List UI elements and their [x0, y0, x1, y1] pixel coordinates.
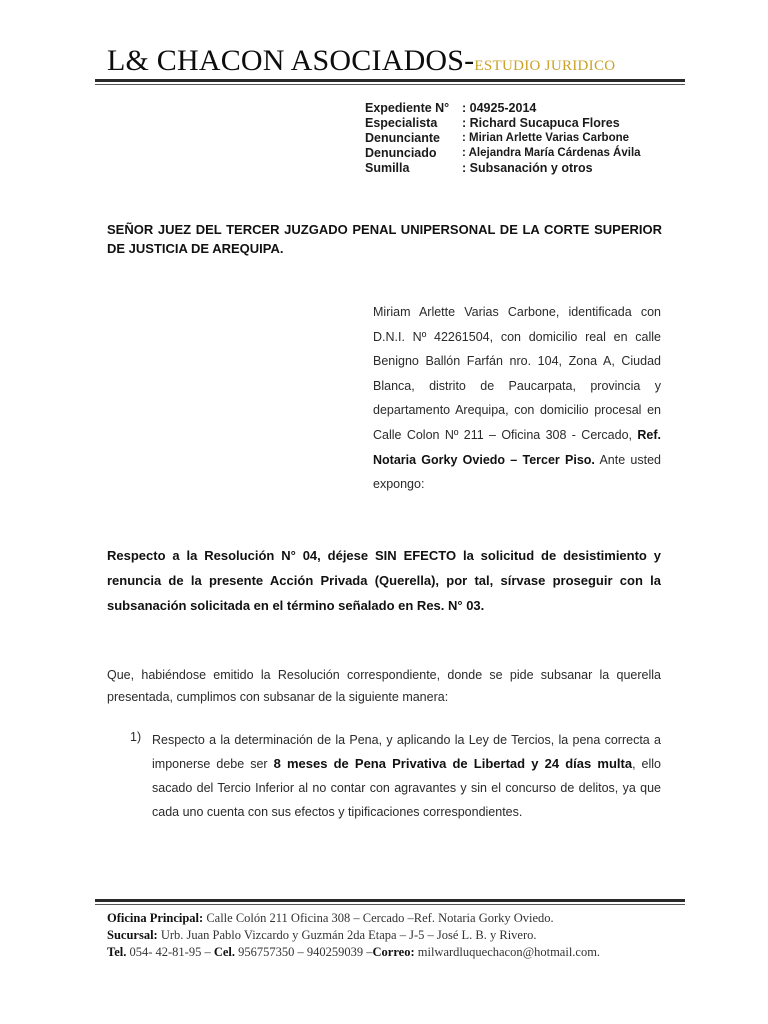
footer-rule-thin	[95, 904, 685, 905]
footer-cel-label: Cel.	[213, 945, 236, 959]
body-paragraph: Que, habiéndose emitido la Resolución correspondiente, donde se pide subsanar la querella presentada, cumplimos con subsanar de la siguiente manera:	[107, 668, 661, 704]
intro-text: Miriam Arlette Varias Carbone, identificada con D.N.I. Nº 42261504, con domicilio real en calle Benigno Ballón Farfán nro. 104, Zona A, Ciudad Blanca, distrito de Paucarpata, provincia y departamento Arequipa, con domicilio procesal en Calle Colon Nº 211 – Oficina 308 - Cercado,	[373, 305, 661, 442]
list-item-text	[152, 728, 661, 824]
header-rule-thin	[95, 84, 685, 85]
petition-paragraph: Respecto a la Resolución N° 04, déjese SIN EFECTO la solicitud de desistimiento y renuncia de la presente Acción Privada (Querella), por tal, sírvase proseguir con la subsanación solicitada en el término señalado en Res. N° 03.	[107, 548, 661, 613]
footer-rule-thick	[95, 899, 685, 902]
footer	[107, 910, 600, 961]
footer-office-value: Calle Colón 211 Oficina 308 – Cercado –Ref. Notaria Gorky Oviedo.	[203, 911, 554, 925]
footer-email-label: Correo:	[372, 945, 415, 959]
header-rule-thick	[95, 79, 685, 82]
case-info-value: : 04925-2014	[462, 101, 537, 115]
firm-subtitle: ESTUDIO JURIDICO	[474, 58, 616, 74]
case-info-value: : Mirian Arlette Varias Carbone	[462, 132, 630, 144]
case-info-label: Especialista	[365, 116, 438, 130]
case-info-label: Sumilla	[365, 161, 410, 175]
letterhead	[107, 44, 615, 78]
intro-bold-reference: Ref. Notaria Gorky Oviedo – Tercer Piso.	[373, 427, 661, 467]
item-text-before: Respecto a la determinación de la Pena, y aplicando la Ley de Tercios, la pena correcta a imponerse debe ser	[152, 733, 661, 771]
footer-branch-value: Urb. Juan Pablo Vizcardo y Guzmán 2da Etapa – J-5 – José L. B. y Rivero.	[157, 928, 537, 942]
intro-end: Ante usted expongo:	[373, 452, 661, 492]
case-info-label: Expediente N°	[365, 101, 450, 115]
case-info-row-expediente	[365, 101, 641, 116]
footer-tel-label: Tel.	[107, 945, 127, 959]
case-info-value: : Richard Sucapuca Flores	[462, 116, 620, 130]
footer-tel-value: 054- 42-81-95 –	[126, 945, 214, 959]
case-info-label: Denunciado	[365, 146, 437, 160]
footer-email-value: milwardluquechacon@hotmail.com.	[414, 945, 601, 959]
footer-office-line	[107, 910, 600, 927]
case-info-row-denunciado	[365, 146, 641, 161]
case-info-value: : Subsanación y otros	[462, 161, 593, 175]
addressee: SEÑOR JUEZ DEL TERCER JUZGADO PENAL UNIPERSONAL DE LA CORTE SUPERIOR DE JUSTICIA DE AREQUIPA.	[107, 222, 662, 256]
item-text-after: , ello sacado del Tercio Inferior al no contar con agravantes y sin el concurso de delitos, ya que cada uno cuenta con sus efectos y tipificaciones correspondientes.	[152, 757, 662, 819]
case-info-block	[365, 101, 641, 176]
item-bold-penalty: 8 meses de Pena Privativa de Libertad y 24 días multa	[273, 756, 633, 771]
intro-paragraph	[373, 300, 661, 497]
footer-branch-line	[107, 927, 600, 944]
case-info-row-sumilla	[365, 161, 641, 176]
case-info-row-especialista	[365, 116, 641, 131]
footer-office-label: Oficina Principal:	[107, 911, 204, 925]
case-info-value: : Alejandra María Cárdenas Ávila	[462, 147, 641, 159]
footer-contact-line	[107, 944, 600, 961]
footer-cel-value: 956757350 – 940259039 –	[235, 945, 373, 959]
list-item-number: 1)	[130, 730, 142, 744]
firm-name: L& CHACON ASOCIADOS-	[107, 44, 475, 77]
case-info-label: Denunciante	[365, 131, 441, 145]
case-info-row-denunciante	[365, 131, 641, 146]
footer-branch-label: Sucursal:	[107, 928, 158, 942]
